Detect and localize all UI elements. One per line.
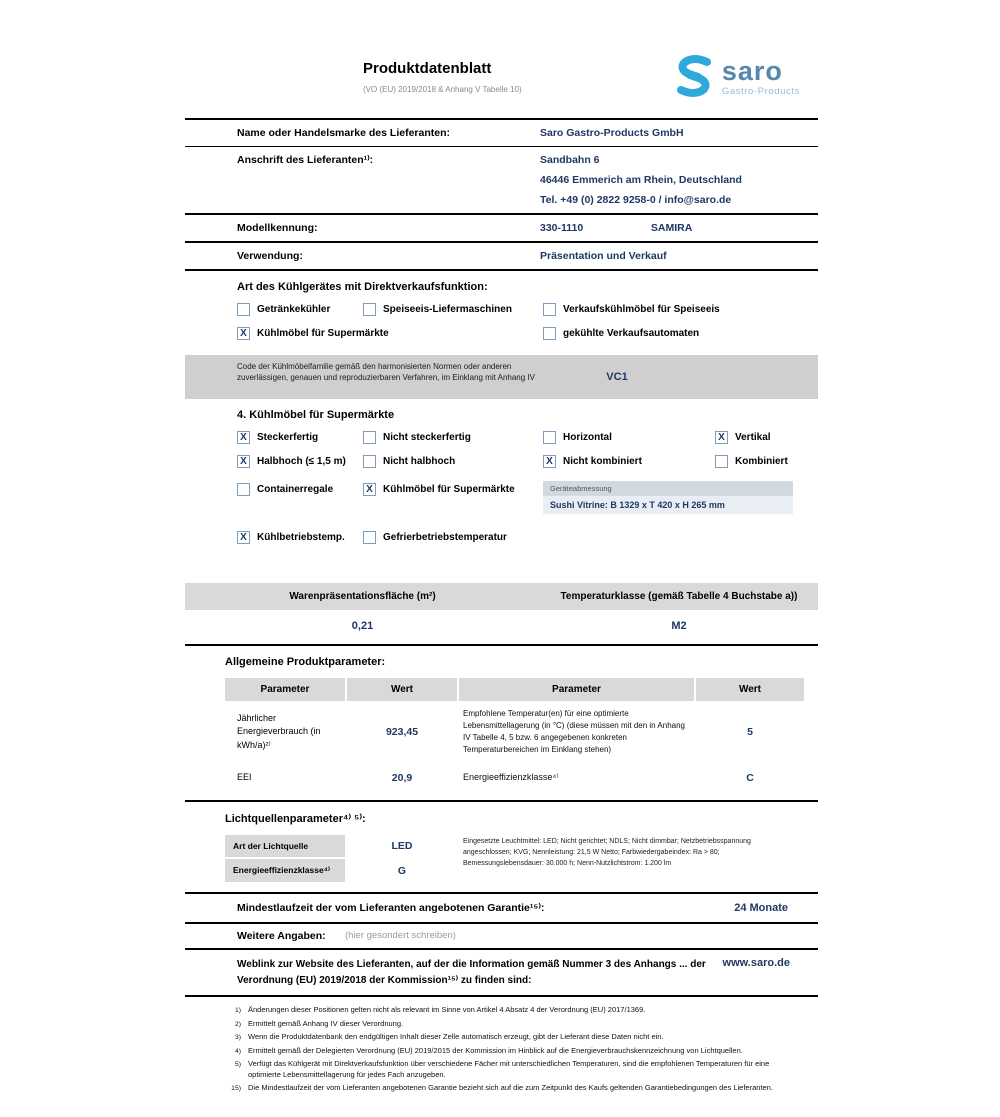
weblink-url[interactable]: www.saro.de — [722, 957, 790, 970]
option-nicht-halbhoch — [363, 455, 455, 468]
warranty-row — [185, 894, 818, 922]
doc-header — [185, 52, 818, 118]
col-header-parameter-1: Parameter — [225, 678, 345, 701]
light-energy-class-label: Energieeffizienzklasse⁴⁾ — [225, 859, 345, 882]
option-label: Nicht steckerfertig — [383, 432, 471, 443]
more-info-value: (hier gesondert schreiben) — [345, 930, 456, 942]
option-label: Nicht kombiniert — [563, 456, 642, 467]
option-label: Verkaufskühlmöbel für Speiseeis — [563, 304, 720, 315]
option-kombiniert — [715, 455, 788, 468]
light-source-type-label: Art der Lichtquelle — [225, 835, 345, 857]
checkbox-checked: X — [237, 327, 250, 340]
footnote-text: Die Mindestlaufzeit der vom Lieferanten angebotenen Garantie bezieht sich auf die zum Zeitpunkt des Kaufs geltenden Garantiebedingungen des Lieferanten. — [248, 1083, 773, 1093]
option-label: Getränkekühler — [257, 304, 331, 315]
option-label: Horizontal — [563, 432, 612, 443]
saro-s-icon — [674, 54, 714, 101]
option-halbhoch — [237, 455, 346, 468]
brand-name: saro — [721, 56, 783, 87]
temp-class-header: Temperaturklasse (gemäß Tabelle 4 Buchstabe a)) — [560, 591, 798, 602]
footnote-item — [225, 1059, 788, 1080]
checkbox-checked: X — [543, 455, 556, 468]
warranty-value: 24 Monate — [734, 902, 788, 915]
footnote-text: Ermittelt gemäß der Delegierten Verordnung (EU) 2019/2015 der Kommission im Hinblick auf die Energieverbrauchskennzeichnung von Lichtquellen. — [248, 1045, 743, 1055]
option-label: Nicht halbhoch — [383, 456, 456, 467]
footnote-marker: 5) — [234, 1061, 241, 1069]
supermarket-rows-3-4 — [185, 477, 818, 573]
footnote-marker: 2) — [234, 1020, 241, 1028]
page-title: Produktdatenblatt — [363, 60, 492, 77]
param-name-temperature: Empfohlene Temperatur(en) für eine optimierte Lebensmittellagerung (in °C) (diese müssen mit den in Anhang IV Tabelle 4, 5 bzw. 6 angegebenen konkreten Temperaturbereichen im Einklang stehen) — [463, 709, 685, 754]
family-code-value: VC1 — [606, 371, 628, 383]
supermarket-section-heading: 4. Kühlmöbel für Supermärkte — [237, 409, 395, 421]
display-band-header — [185, 583, 818, 610]
checkbox-checked: X — [237, 455, 250, 468]
footnote-item — [225, 1019, 788, 1030]
dimensions-value: Sushi Vitrine: B 1329 x T 420 x H 265 mm — [543, 496, 793, 514]
checkbox-checked: X — [237, 531, 250, 544]
light-source-type-value: LED — [391, 840, 413, 853]
option-label: Kühlmöbel für Supermärkte — [257, 328, 389, 339]
footnote-text: Ermittelt gemäß Anhang IV dieser Verordnung. — [248, 1018, 404, 1028]
more-info-label: Weitere Angaben: — [237, 930, 326, 943]
light-params-heading: Lichtquellenparameter⁴⁾ ⁵⁾: — [225, 813, 366, 826]
params-row-energy — [225, 701, 802, 763]
checkbox — [363, 531, 376, 544]
supplier-name-label: Name oder Handelsmarke des Lieferanten: — [237, 127, 450, 139]
device-dimensions-box — [543, 481, 793, 514]
param-value-temperature: 5 — [747, 726, 753, 738]
option-speiseeis-liefermaschinen — [363, 303, 512, 316]
param-value-eei: 20,9 — [391, 771, 413, 784]
checkbox — [543, 303, 556, 316]
brand-tagline: Gastro-Products — [721, 86, 800, 98]
checkbox-checked: X — [715, 431, 728, 444]
address-line: Sandbahn 6 — [540, 154, 600, 166]
option-label: Containerregale — [257, 484, 334, 495]
checkbox — [363, 455, 376, 468]
option-gekuehlte-verkaufsautomaten — [543, 327, 699, 340]
checkbox-checked: X — [237, 431, 250, 444]
supplier-address-label: Anschrift des Lieferanten¹⁾: — [237, 154, 374, 166]
light-energy-class-value: G — [397, 864, 407, 877]
address-line: 46446 Emmerich am Rhein, Deutschland — [540, 174, 742, 186]
footnote-item — [225, 1032, 788, 1043]
footnote-marker: 3) — [234, 1034, 241, 1042]
option-kuehlbetriebstemp — [237, 531, 345, 544]
footnote-item — [225, 1005, 788, 1016]
col-header-wert-2: Wert — [696, 678, 804, 701]
option-steckerfertig — [237, 431, 318, 444]
light-params-table — [225, 835, 802, 882]
col-header-wert-1: Wert — [347, 678, 457, 701]
footnote-text: Änderungen dieser Positionen gelten nicht als relevant im Sinne von Artikel 4 Absatz 4 der Verordnung (EU) 2017/1369. — [248, 1005, 646, 1015]
general-params-heading: Allgemeine Produktparameter: — [225, 656, 386, 668]
footnote-marker: 1) — [234, 1007, 241, 1015]
col-header-parameter-2: Parameter — [459, 678, 694, 701]
checkbox — [237, 303, 250, 316]
param-value-energy: 923,45 — [385, 726, 419, 738]
weblink-label: Weblink zur Website des Lieferanten, auf der die Information gemäß Nummer 3 des Anhangs ... der Verordnung (EU) 2019/2018 der Kommission¹⁵⁾ zu finden sind: — [237, 959, 706, 986]
option-label: Speiseeis-Liefermaschinen — [383, 304, 512, 315]
param-name-eei: EEI — [237, 772, 252, 782]
option-nicht-kombiniert — [543, 455, 642, 468]
option-label: Kühlbetriebstemp. — [257, 532, 345, 543]
option-label: Vertikal — [735, 432, 771, 443]
checkbox — [543, 327, 556, 340]
doc-subtitle: (VO (EU) 2019/2018 & Anhang V Tabelle 10) — [363, 85, 522, 94]
checkbox — [363, 303, 376, 316]
model-label: Modellkennung: — [237, 222, 318, 234]
option-kuehlmoebel-supermaerkte — [237, 327, 389, 340]
usage-label: Verwendung: — [237, 250, 303, 262]
footnote-item — [225, 1083, 788, 1094]
model-row — [185, 215, 818, 241]
param-value-energy-class: C — [746, 771, 754, 784]
option-verkaufskuehlmoebel-speiseeis — [543, 303, 720, 316]
product-datasheet — [185, 0, 818, 1117]
type-section-heading: Art des Kühlgerätes mit Direktverkaufsfunktion: — [237, 281, 488, 293]
footnote-marker: 4) — [234, 1047, 241, 1055]
footnote-text: Verfügt das Kühlgerät mit Direktverkaufsfunktion über verschiedene Fächer mit unterschiedlichen Temperaturen, sind die empfohlenen Temperaturen für eine optimierte Lebensmittellagerung für jedes Fach anzugeben. — [248, 1059, 770, 1079]
supplier-address-row — [185, 147, 818, 213]
param-name-energy-class: Energieeffizienzklasse⁴⁾ — [463, 771, 559, 782]
option-kuehlmoebel-supermaerkte-2 — [363, 483, 515, 496]
footnotes — [225, 1005, 788, 1117]
supplier-name-row — [185, 120, 818, 146]
params-header-row — [225, 678, 802, 701]
checkbox — [715, 455, 728, 468]
checkbox — [363, 431, 376, 444]
weblink-row — [185, 950, 818, 995]
option-containerregale — [237, 483, 333, 496]
option-vertikal — [715, 431, 771, 444]
display-area-value: 0,21 — [351, 620, 374, 632]
usage-row — [185, 243, 818, 269]
brand-logo — [674, 54, 800, 101]
checkbox — [543, 431, 556, 444]
supermarket-row-2 — [185, 453, 818, 477]
general-params-table — [225, 678, 802, 792]
supermarket-row-1 — [185, 429, 818, 453]
display-area-header: Warenpräsentationsfläche (m²) — [289, 591, 436, 602]
light-source-note: Eingesetzte Leuchtmittel: LED; Nicht gerichtet; NDLS; Nicht dimmbar; Netzbetriebsspannung angeschlossen; KVG; Nennleistung: 21,5 W Netto; Farbwiedergabeindex: Ra > 80; Bemessungslebensdauer: 30.000 h; Nenn-Nutzlichtstrom: 1.200 lm — [463, 838, 751, 867]
more-info-row — [185, 924, 818, 948]
family-code-label: Code der Kühlmöbelfamilie gemäß den harmonisierten Normen oder anderen zuverlässigen, genauen und reproduzierbaren Verfahren, im Einklang mit Anhang IV — [237, 362, 535, 383]
temp-class-value: M2 — [671, 620, 687, 632]
option-horizontal — [543, 431, 612, 444]
option-label: Halbhoch (≤ 1,5 m) — [257, 456, 346, 467]
type-options-row-2 — [185, 325, 818, 349]
option-label: gekühlte Verkaufsautomaten — [563, 328, 700, 339]
dimensions-label: Geräteabmessung — [543, 481, 793, 496]
footnote-item — [225, 1046, 788, 1057]
address-contact-line: Tel. +49 (0) 2822 9258-0 / info@saro.de — [540, 194, 732, 206]
option-gefrierbetriebstemperatur — [363, 531, 507, 544]
option-label: Kombiniert — [735, 456, 788, 467]
type-options-row-1 — [185, 301, 818, 325]
footnote-marker: 15) — [231, 1085, 241, 1093]
model-number: 330-1110 — [540, 222, 584, 234]
usage-value: Präsentation und Verkauf — [540, 250, 667, 262]
display-band-values — [185, 610, 818, 644]
option-getraenkekuehler — [237, 303, 330, 316]
model-name: SAMIRA — [650, 222, 693, 234]
divider — [185, 995, 818, 997]
option-label: Kühlmöbel für Supermärkte — [383, 484, 515, 495]
param-name-energy: Jährlicher Energieverbrauch (in kWh/a)²⁾ — [237, 713, 321, 750]
warranty-label: Mindestlaufzeit der vom Lieferanten angebotenen Garantie¹⁵⁾: — [237, 902, 545, 915]
option-nicht-steckerfertig — [363, 431, 471, 444]
footnote-text: Wenn die Produktdatenbank den endgültigen Inhalt dieser Zelle automatisch erzeugt, gibt der Lieferant diese Daten nicht ein. — [248, 1032, 664, 1042]
option-label: Steckerfertig — [257, 432, 319, 443]
params-row-eei — [225, 763, 802, 792]
checkbox-checked: X — [363, 483, 376, 496]
supplier-name-value: Saro Gastro-Products GmbH — [540, 127, 684, 139]
family-code-block — [185, 355, 818, 399]
option-label: Gefrierbetriebstemperatur — [383, 532, 507, 543]
checkbox — [237, 483, 250, 496]
